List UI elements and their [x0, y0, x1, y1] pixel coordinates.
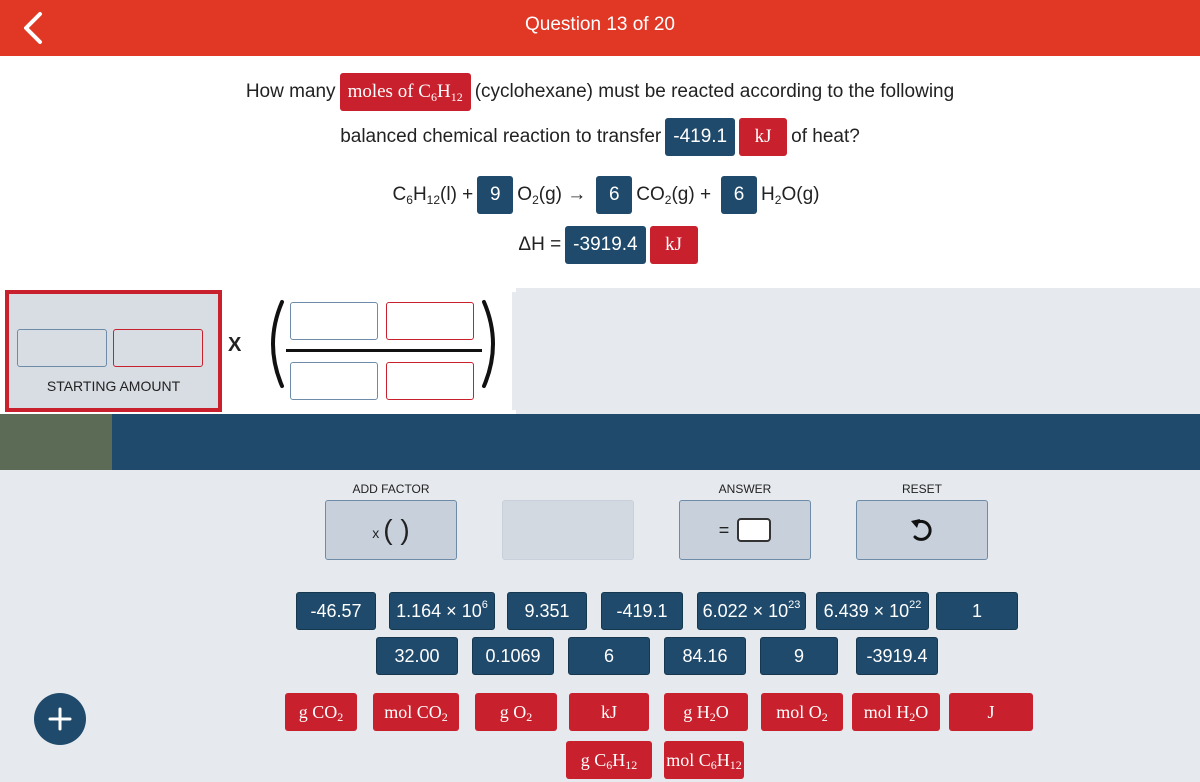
- starting-value-slot[interactable]: [17, 329, 107, 367]
- tile-text: mol C: [666, 749, 711, 770]
- question-text: How many: [245, 81, 336, 102]
- tile-text: 9: [793, 645, 804, 666]
- denominator-unit-slot[interactable]: [386, 362, 474, 400]
- starting-amount-label: STARTING AMOUNT: [46, 378, 181, 394]
- add-button[interactable]: [34, 693, 86, 745]
- tile-text: 6.022 × 10: [702, 600, 789, 621]
- number-tile[interactable]: [697, 592, 806, 630]
- tile-text: 84.16: [682, 645, 728, 666]
- formula-text: CO: [636, 184, 665, 205]
- answer-button[interactable]: [679, 500, 811, 560]
- coefficient-o2: 9: [477, 176, 513, 214]
- tile-sub: 12: [729, 757, 742, 772]
- unit-tile[interactable]: [761, 693, 843, 731]
- tile-exponent: 23: [788, 599, 801, 611]
- starting-amount-box[interactable]: [5, 290, 222, 412]
- unit-tile[interactable]: [373, 693, 459, 731]
- starting-unit-slot[interactable]: [113, 329, 203, 367]
- formula-text: H: [761, 184, 775, 205]
- tile-text: kJ: [600, 701, 617, 722]
- tile-exponent: 22: [909, 599, 922, 611]
- divider: [512, 292, 516, 410]
- enthalpy-line: [0, 226, 1200, 264]
- coefficient-h2o: 6: [721, 176, 757, 214]
- heat-unit-chip: kJ: [739, 118, 787, 156]
- left-paren: [262, 298, 286, 390]
- tile-text: 1.164 × 10: [396, 600, 482, 621]
- tile-text: -46.57: [310, 600, 362, 621]
- empty-control-slot: [502, 500, 634, 560]
- tile-text: -3919.4: [866, 645, 928, 666]
- formula-sub: 6: [406, 193, 413, 207]
- tile-text: O: [915, 701, 929, 722]
- multiply-sign: X: [228, 334, 242, 356]
- chip-sub: 12: [450, 89, 463, 104]
- unit-tile[interactable]: [949, 693, 1033, 731]
- tile-sub: 2: [337, 709, 344, 724]
- answer-label: ANSWER: [718, 482, 772, 496]
- separator-band-accent: [0, 414, 112, 470]
- chip-sub: 6: [430, 89, 437, 104]
- tile-text: 0.1069: [485, 645, 541, 666]
- tile-sub: 2: [709, 709, 716, 724]
- tile-sub: 2: [441, 709, 448, 724]
- tile-text: 6.439 × 10: [823, 600, 910, 621]
- formula-text: (g) →: [538, 184, 587, 205]
- denominator-value-slot[interactable]: [290, 362, 378, 400]
- tile-exponent: 6: [481, 599, 488, 611]
- formula-sub: 2: [532, 193, 539, 207]
- formula-text: O: [517, 184, 533, 205]
- tile-text: mol CO: [384, 701, 442, 722]
- heat-value-chip: -419.1: [665, 118, 735, 156]
- unit-tile[interactable]: [664, 693, 748, 731]
- add-factor-button[interactable]: [325, 500, 457, 560]
- add-factor-x: x: [372, 525, 380, 541]
- number-tile[interactable]: [472, 637, 554, 675]
- tile-text: -419.1: [616, 600, 668, 621]
- tile-text: g C: [580, 749, 607, 770]
- header-bar: [0, 0, 1200, 56]
- number-tile[interactable]: [376, 637, 458, 675]
- formula-sub: 12: [426, 193, 441, 207]
- tile-text: H: [612, 749, 626, 770]
- number-tile[interactable]: [507, 592, 587, 630]
- tile-text: 6: [603, 645, 614, 666]
- unit-tile[interactable]: [285, 693, 357, 731]
- enthalpy-label: ΔH =: [518, 234, 562, 255]
- right-paren: [480, 298, 504, 390]
- number-tile[interactable]: [601, 592, 683, 630]
- equals-sign: =: [718, 519, 730, 540]
- tile-sub: 6: [606, 757, 613, 772]
- question-line-1: [0, 73, 1200, 111]
- question-line-2: [0, 118, 1200, 156]
- number-tile[interactable]: [568, 637, 650, 675]
- number-tile[interactable]: [760, 637, 838, 675]
- formula-text: (g) +: [671, 184, 712, 205]
- formula-text: O(g): [781, 184, 820, 205]
- number-tile[interactable]: [936, 592, 1018, 630]
- answer-box: [737, 518, 771, 542]
- work-area: [516, 288, 1200, 414]
- reset-label: RESET: [901, 482, 942, 496]
- tile-text: g H: [683, 701, 710, 722]
- balanced-equation: [0, 176, 1200, 214]
- enthalpy-value-chip: -3919.4: [565, 226, 645, 264]
- tile-sub: 6: [710, 757, 717, 772]
- question-text: (cyclohexane) must be reacted according to the following: [474, 81, 955, 102]
- tile-text: J: [987, 701, 995, 722]
- formula-text: (l) +: [440, 184, 474, 205]
- coefficient-co2: 6: [596, 176, 632, 214]
- number-tile[interactable]: [389, 592, 495, 630]
- number-tile[interactable]: [816, 592, 929, 630]
- add-factor-parens: ( ): [383, 514, 410, 545]
- chip-text: moles of C: [347, 81, 431, 102]
- number-tile[interactable]: [664, 637, 746, 675]
- tile-text: 1: [971, 600, 982, 621]
- undo-icon: [907, 515, 937, 545]
- number-tile[interactable]: [856, 637, 938, 675]
- numerator-value-slot[interactable]: [290, 302, 378, 340]
- target-unit-chip: [340, 73, 471, 111]
- tile-text: mol H: [863, 701, 910, 722]
- formula-sub: 2: [774, 193, 782, 207]
- unit-tile[interactable]: [852, 693, 940, 731]
- tile-text: g O: [499, 701, 527, 722]
- unit-tile[interactable]: [566, 741, 652, 779]
- number-tile[interactable]: [296, 592, 376, 630]
- unit-tile[interactable]: [475, 693, 557, 731]
- question-text: balanced chemical reaction to transfer: [340, 126, 662, 147]
- enthalpy-unit-chip: kJ: [650, 226, 698, 264]
- tile-sub: 12: [625, 757, 638, 772]
- tile-sub: 2: [909, 709, 916, 724]
- tile-text: 9.351: [524, 600, 570, 621]
- formula-text: H: [412, 184, 427, 205]
- fraction-bar: [286, 349, 482, 352]
- question-text: of heat?: [791, 126, 860, 147]
- page-title: Question 13 of 20: [525, 14, 675, 35]
- tile-sub: 2: [821, 709, 828, 724]
- unit-tile[interactable]: [569, 693, 649, 731]
- numerator-unit-slot[interactable]: [386, 302, 474, 340]
- reset-button[interactable]: [856, 500, 988, 560]
- tile-text: g CO: [298, 701, 338, 722]
- tile-text: O: [715, 701, 729, 722]
- chip-text: H: [436, 81, 451, 102]
- add-factor-label: ADD FACTOR: [352, 482, 430, 496]
- tile-sub: 2: [526, 709, 533, 724]
- tile-text: 32.00: [394, 645, 440, 666]
- plus-icon: [47, 706, 73, 732]
- separator-band: [0, 414, 1200, 470]
- tile-text: mol O: [776, 701, 822, 722]
- unit-tile[interactable]: [664, 741, 744, 779]
- formula-sub: 2: [664, 193, 672, 207]
- formula-text: C: [392, 184, 407, 205]
- tile-text: H: [716, 749, 730, 770]
